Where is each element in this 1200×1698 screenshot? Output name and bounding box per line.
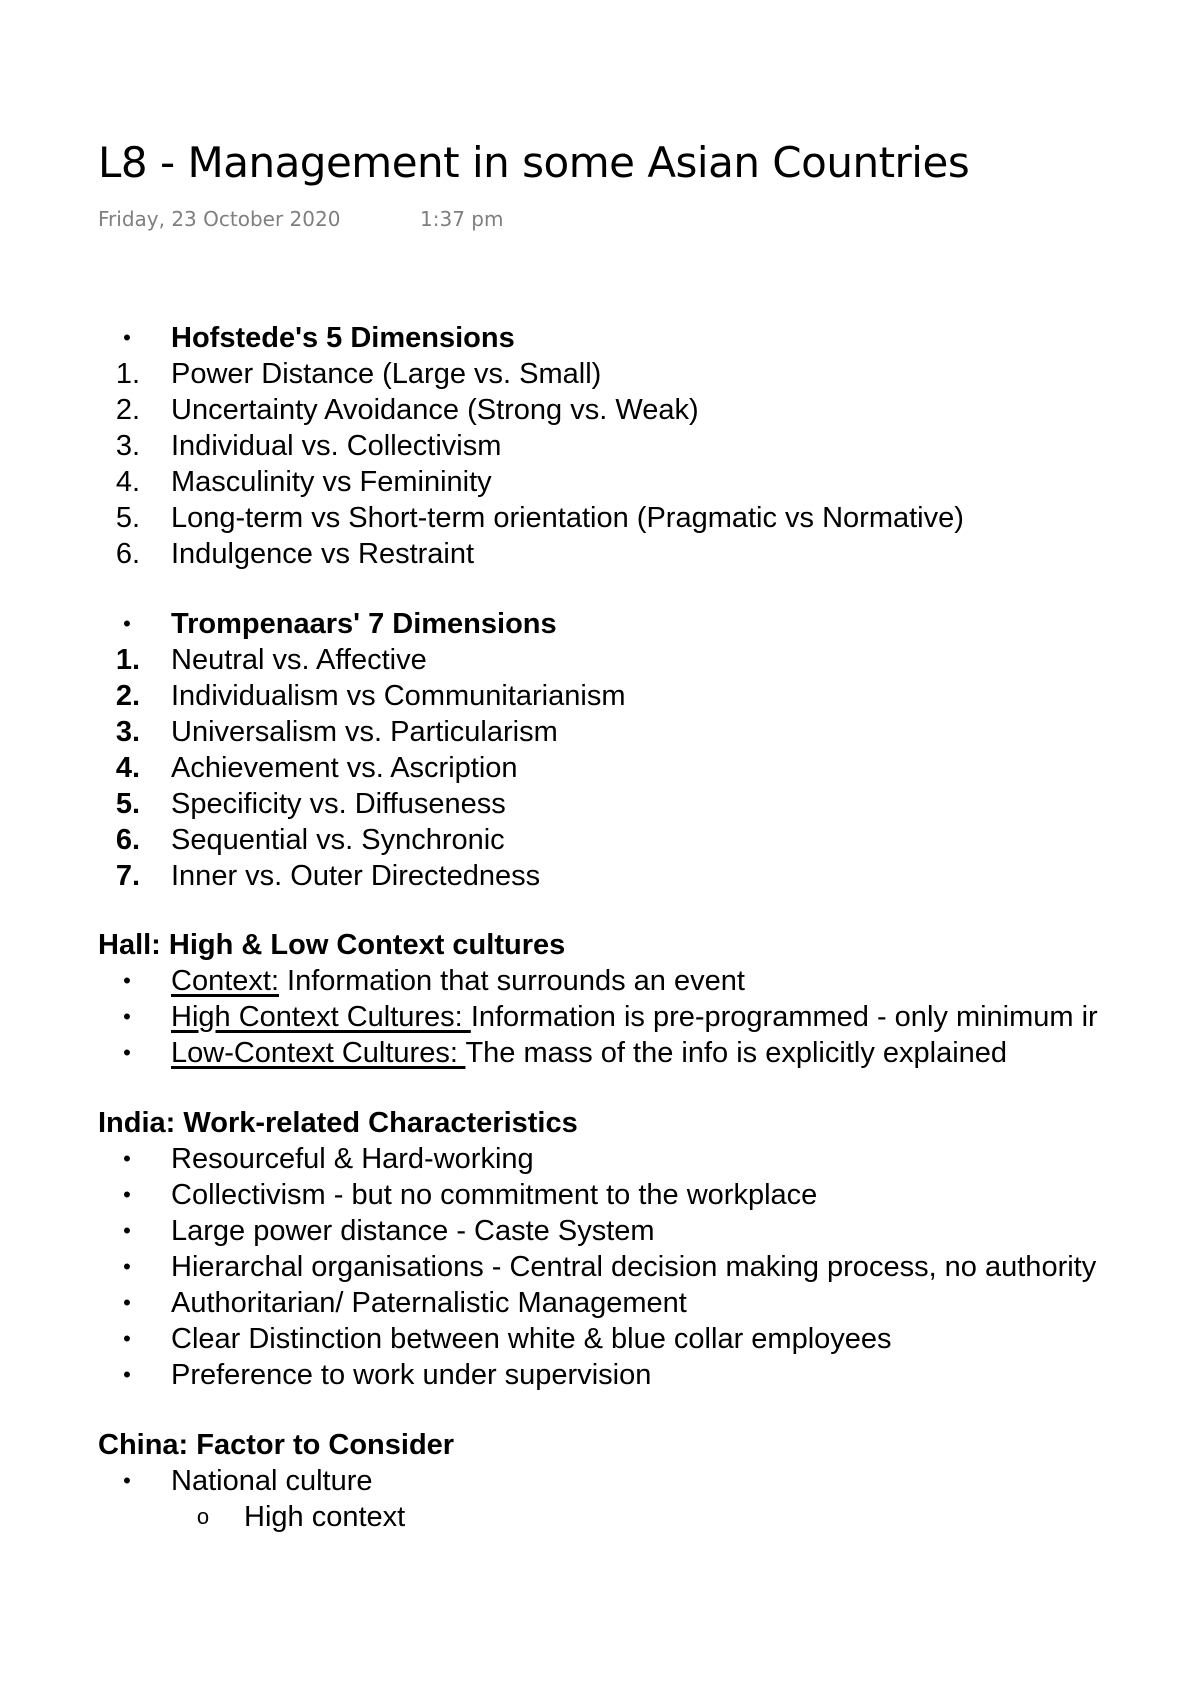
list-item	[0, 392, 1200, 428]
list-item	[0, 464, 1200, 500]
list-item-text	[171, 963, 745, 999]
note-metadata	[98, 205, 504, 233]
list-item	[0, 678, 1200, 714]
list-item	[0, 714, 1200, 750]
page-title: L8 - Management in some Asian Countries	[98, 138, 970, 187]
list-number: 6.	[115, 538, 140, 570]
list-number: 7.	[115, 860, 140, 892]
india-heading: India: Work-related Characteristics	[98, 1107, 578, 1139]
list-item-text: Large power distance - Caste System	[171, 1215, 655, 1247]
note-content	[0, 320, 1200, 1535]
bullet-icon: •	[123, 325, 131, 350]
list-item-text: Uncertainty Avoidance (Strong vs. Weak)	[171, 394, 699, 426]
bullet-icon: •	[123, 611, 131, 636]
list-item-text: Neutral vs. Affective	[171, 644, 427, 676]
list-item-text: Achievement vs. Ascription	[171, 752, 518, 784]
bullet-icon: •	[123, 1254, 131, 1279]
list-item-text: Authoritarian/ Paternalistic Management	[171, 1287, 687, 1319]
list-item-text: National culture	[171, 1465, 373, 1497]
bullet-icon: •	[123, 1326, 131, 1351]
hall-heading: Hall: High & Low Context cultures	[98, 929, 566, 961]
list-number: 1.	[115, 644, 140, 676]
term-low-context: Low-Context Cultures:	[171, 1037, 466, 1069]
hofstede-heading: Hofstede's 5 Dimensions	[171, 322, 515, 354]
term-definition: The mass of the info is explicitly explained	[465, 1037, 1008, 1069]
spacer	[0, 572, 1200, 606]
trompenaars-heading-row	[0, 606, 1200, 642]
list-number: 4.	[115, 466, 140, 498]
list-item-text	[171, 1035, 1007, 1071]
list-item-text: Specificity vs. Diffuseness	[171, 788, 506, 820]
list-item	[0, 1213, 1200, 1249]
list-item	[0, 1357, 1200, 1393]
list-item	[0, 1463, 1200, 1499]
list-item-text: Power Distance (Large vs. Small)	[171, 358, 602, 390]
trompenaars-heading: Trompenaars' 7 Dimensions	[171, 608, 557, 640]
spacer	[0, 1071, 1200, 1105]
sub-list-item-text: High context	[244, 1501, 406, 1533]
list-item	[0, 642, 1200, 678]
list-item	[0, 428, 1200, 464]
list-number: 4.	[115, 752, 140, 784]
list-item	[0, 1177, 1200, 1213]
term-context: Context:	[171, 965, 279, 997]
list-number: 3.	[115, 430, 140, 462]
list-number: 5.	[115, 502, 140, 534]
list-item-text: Long-term vs Short-term orientation (Pragmatic vs Normative)	[171, 502, 964, 534]
list-item-text: Masculinity vs Femininity	[171, 466, 492, 498]
spacer	[0, 1393, 1200, 1427]
list-item	[0, 822, 1200, 858]
list-item	[0, 1141, 1200, 1177]
hofstede-heading-row	[0, 320, 1200, 356]
list-item-text: Inner vs. Outer Directedness	[171, 860, 541, 892]
bullet-icon: •	[123, 1182, 131, 1207]
list-number: 5.	[115, 788, 140, 820]
bullet-icon: •	[123, 1290, 131, 1315]
list-item	[0, 750, 1200, 786]
bullet-icon: •	[123, 1146, 131, 1171]
bullet-icon: •	[123, 1040, 131, 1065]
bullet-icon: •	[123, 1218, 131, 1243]
list-item-text: Universalism vs. Particularism	[171, 716, 558, 748]
bullet-icon: •	[123, 1004, 131, 1029]
spacer	[0, 894, 1200, 927]
list-item-text: Individual vs. Collectivism	[171, 430, 502, 462]
list-item-text: Collectivism - but no commitment to the workplace	[171, 1179, 818, 1211]
list-number: 6.	[115, 824, 140, 856]
list-item	[0, 858, 1200, 894]
note-date: Friday, 23 October 2020	[98, 207, 341, 231]
list-item	[0, 1035, 1200, 1071]
list-number: 3.	[115, 716, 140, 748]
list-item	[0, 786, 1200, 822]
list-item-text: Clear Distinction between white & blue collar employees	[171, 1323, 892, 1355]
sub-list-item	[0, 1499, 1200, 1535]
note-time: 1:37 pm	[420, 207, 504, 231]
list-item-text: Hierarchal organisations - Central decision making process, no authority	[171, 1251, 1097, 1283]
list-item-text: Sequential vs. Synchronic	[171, 824, 505, 856]
china-heading-row	[0, 1427, 1200, 1463]
term-high-context: High Context Cultures:	[171, 1001, 471, 1033]
list-item-text: Preference to work under supervision	[171, 1359, 652, 1391]
bullet-icon: •	[123, 1468, 131, 1493]
term-definition: Information is pre-programmed - only minimum ir	[470, 1001, 1098, 1033]
list-number: 2.	[115, 680, 140, 712]
list-item	[0, 999, 1200, 1035]
list-item	[0, 963, 1200, 999]
list-item-text: Resourceful & Hard-working	[171, 1143, 534, 1175]
list-item-text: Individualism vs Communitarianism	[171, 680, 626, 712]
list-number: 1.	[115, 358, 140, 390]
list-item	[0, 356, 1200, 392]
hall-heading-row	[0, 927, 1200, 963]
list-item-text	[171, 999, 1098, 1035]
list-item	[0, 1285, 1200, 1321]
list-number: 2.	[115, 394, 140, 426]
term-definition: Information that surrounds an event	[279, 965, 745, 997]
india-heading-row	[0, 1105, 1200, 1141]
bullet-icon: •	[123, 1362, 131, 1387]
list-item	[0, 536, 1200, 572]
list-item	[0, 1249, 1200, 1285]
list-item-text: Indulgence vs Restraint	[171, 538, 475, 570]
bullet-icon: •	[123, 968, 131, 993]
hollow-bullet-icon: o	[196, 1504, 210, 1529]
china-heading: China: Factor to Consider	[98, 1429, 455, 1461]
list-item	[0, 500, 1200, 536]
list-item	[0, 1321, 1200, 1357]
